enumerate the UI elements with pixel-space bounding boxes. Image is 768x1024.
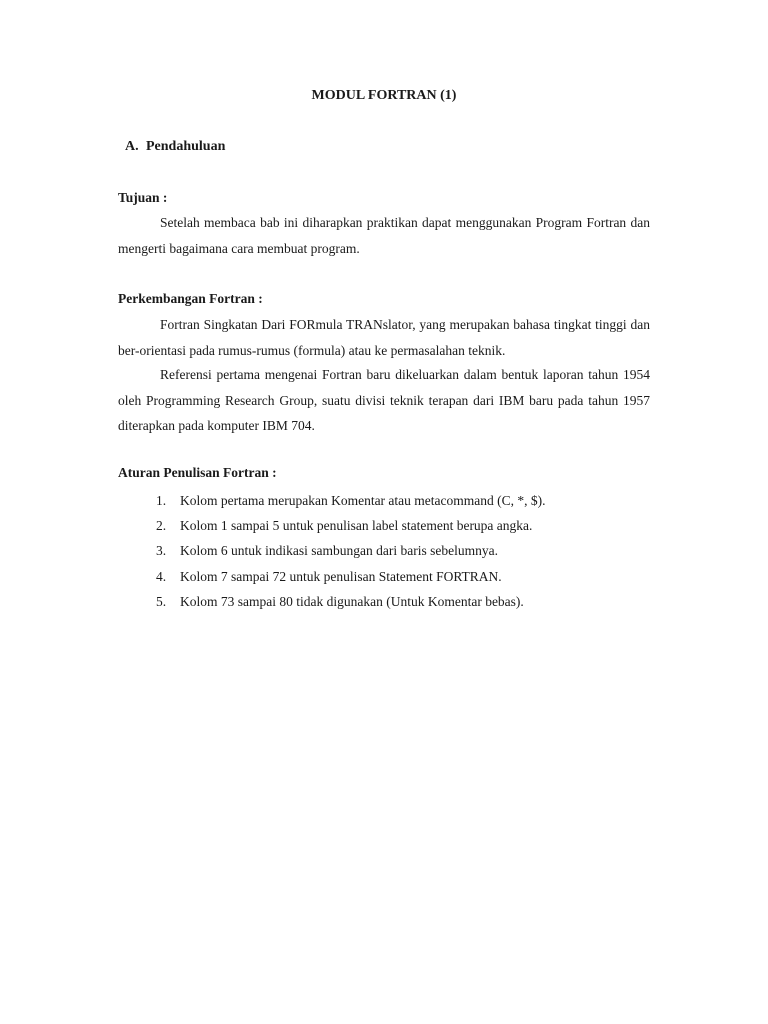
tujuan-heading: Tujuan : xyxy=(118,190,168,205)
list-item-number: 5. xyxy=(156,593,167,609)
list-item xyxy=(156,564,546,589)
section-marker: A. xyxy=(125,139,139,154)
list-item xyxy=(156,513,546,538)
tujuan-paragraph: Setelah membaca bab ini diharapkan praktikan dapat menggunakan Program Fortran dan mengerti bagaimana cara membuat program. xyxy=(118,215,650,256)
list-item-number: 1. xyxy=(156,493,167,508)
list-item-number: 3. xyxy=(156,543,167,559)
list-item-text: Kolom 6 untuk indikasi sambungan dari baris sebelumnya. xyxy=(180,543,498,559)
list-item-text: Kolom pertama merupakan Komentar atau metacommand (C, *, $). xyxy=(180,493,546,508)
list-item-text: Kolom 73 sampai 80 tidak digunakan (Untuk Komentar bebas). xyxy=(180,593,524,609)
list-item xyxy=(156,538,546,563)
list-item xyxy=(156,589,546,614)
document-title: MODUL FORTRAN (1) xyxy=(311,88,457,103)
list-item xyxy=(156,488,546,513)
aturan-list xyxy=(156,488,546,614)
list-item-text: Kolom 1 sampai 5 untuk penulisan label statement berupa angka. xyxy=(180,518,533,534)
list-item-number: 2. xyxy=(156,518,167,534)
perkembangan-paragraph-1: Fortran Singkatan Dari FORmula TRANslator, yang merupakan bahasa tingkat tinggi dan ber-orientasi pada rumus-rumus (formula) atau ke permasalahan teknik. xyxy=(118,317,650,358)
perkembangan-heading: Perkembangan Fortran : xyxy=(118,291,263,306)
list-item-text: Kolom 7 sampai 72 untuk penulisan Statement FORTRAN. xyxy=(180,568,502,584)
section-label: Pendahuluan xyxy=(146,139,226,154)
section-heading-pendahuluan xyxy=(125,139,225,155)
perkembangan-paragraph-2: Referensi pertama mengenai Fortran baru dikeluarkan dalam bentuk laporan tahun 1954 oleh Programming Research Group, suatu divisi teknik terapan dari IBM baru pada tahun 1957 diterapkan pada komputer IBM 704. xyxy=(118,367,650,433)
list-item-number: 4. xyxy=(156,568,167,584)
aturan-heading: Aturan Penulisan Fortran : xyxy=(118,465,277,480)
